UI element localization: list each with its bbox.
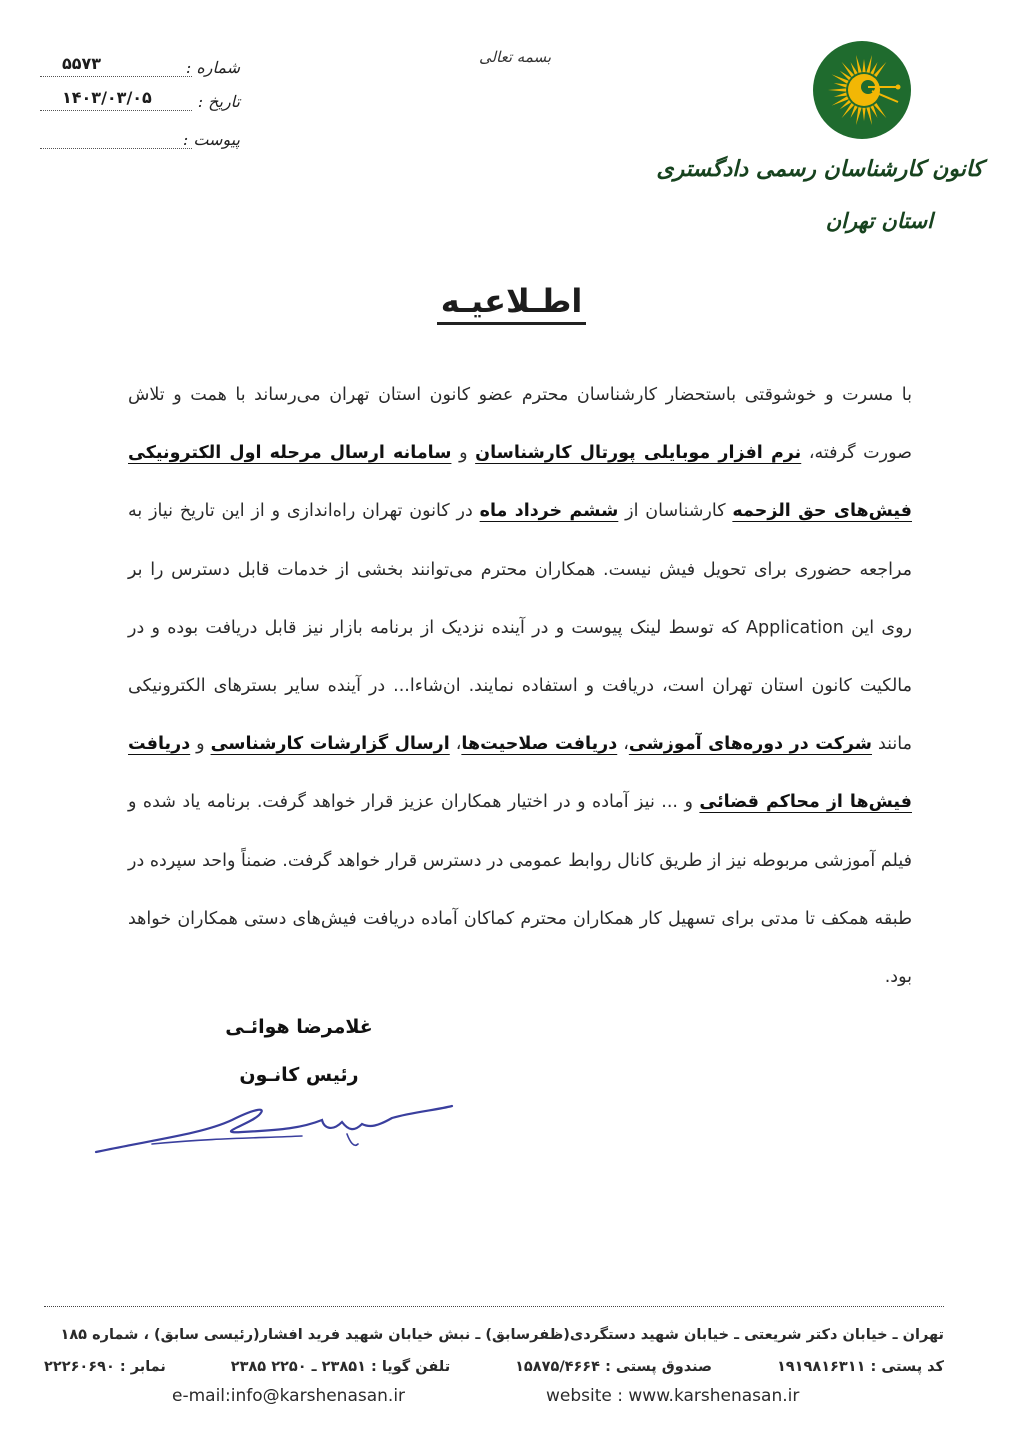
body-highlight-court-receipts: دریافت فیش‌ها از محاکم قضائی — [128, 734, 912, 813]
body-text-segment: با مسرت و خوشوقتی باستحضار کارشناسان محترم عضو کانون استان تهران می‌رساند با همت و تلاش صورت گرفته، — [128, 385, 912, 464]
body-highlight-electronic-receipts: سامانه ارسال مرحله اول الکترونیکی فیش‌های حق الزحمه — [128, 443, 912, 522]
footer-address: تهران ـ خیابان دکتر شریعتی ـ خیابان شهید دستگردی(ظفرسابق) ـ نبش خیابان شهید فرید افشار(رئیسی سابق) ، شماره ۱۸۵ — [60, 1327, 944, 1343]
body-text-segment: کارشناسان از — [618, 501, 733, 522]
footer-postal-code: کد پستی : ۱۹۱۹۸۱۶۳۱۱ — [776, 1359, 944, 1375]
footer-email[interactable]: e-mail:info@karshenasan.ir — [172, 1386, 406, 1406]
organization-province: استان تهران — [825, 208, 933, 233]
body-text-segment: ، — [617, 734, 629, 755]
body-text-segment: در کانون تهران راه‌اندازی و از این تاریخ نیاز به مراجعه حضوری برای تحویل فیش نیست. همکاران محترم می‌توانند بخشی از خدمات قابل دسترس را بر روی این Application که توسط لینک پیوست و در آینده نزدیک از برنامه بازار نیز قابل دریافت بوده و در مالکیت کانون استان تهران است، دریافت و استفاده نمایند. ان‌شاءا... در آینده سایر بسترهای الکترونیکی مانند — [128, 501, 913, 755]
footer-fax: نمابر : ۲۲۲۶۰۶۹۰ — [44, 1359, 166, 1375]
announcement-body — [128, 366, 912, 1006]
letter-attachment-label: پیوست : — [182, 130, 240, 149]
letter-date-row — [40, 88, 240, 122]
body-highlight-start-date: ششم خرداد ماه — [479, 501, 619, 522]
dotted-line — [40, 110, 192, 111]
footer-contact-row — [44, 1359, 944, 1375]
handwritten-signature — [92, 1098, 462, 1158]
letter-date-label: تاریخ : — [197, 92, 240, 111]
body-text-segment: و — [190, 734, 211, 755]
footer-po-box: صندوق پستی : ۱۵۸۷۵/۴۶۶۴ — [515, 1359, 713, 1375]
dotted-line — [40, 76, 192, 77]
letter-number-value: ۵۵۷۳ — [62, 54, 102, 73]
body-text-segment: و — [451, 443, 476, 464]
signer-name: غلامرضا هوائـی — [225, 1016, 373, 1038]
dotted-line — [40, 148, 192, 149]
announcement-title — [0, 282, 1023, 320]
bismillah-heading: بسمه تعالی — [478, 48, 552, 66]
body-highlight-expert-reports: ارسال گزارشات کارشناسی — [210, 734, 450, 755]
announcement-title-text: اطـلاعیـه — [437, 282, 587, 325]
body-highlight-qualifications: دریافت صلاحیت‌ها — [461, 734, 618, 755]
organization-logo — [812, 40, 912, 140]
footer-website[interactable]: website : www.karshenasan.ir — [546, 1386, 800, 1406]
letter-attachment-row — [40, 130, 240, 160]
letter-date-value: ۱۴۰۳/۰۳/۰۵ — [62, 88, 152, 107]
letter-number-label: شماره : — [185, 58, 240, 77]
footer-phone: تلفن گویا : ۲۳۸۵۱ ـ ۲۲۵۰ ۲۳۸۵ — [230, 1359, 451, 1375]
body-highlight-mobile-app: نرم افزار موبایلی پورتال کارشناسان — [475, 443, 802, 464]
letter-number-row — [40, 54, 240, 88]
signer-role: رئیس کانـون — [239, 1064, 359, 1086]
organization-name: کانون کارشناسان رسمی دادگستری — [656, 156, 983, 182]
body-text-segment: ، — [449, 734, 462, 755]
body-text-segment: و ... نیز آماده و در اختیار همکاران عزیز قرار خواهد گرفت. برنامه یاد شده و فیلم آموزشی مربوطه نیز از طریق کانال روابط عمومی در دسترس قرار خواهد گرفت. ضمناً واحد سپرده در طبقه همکف تا مدتی برای تسهیل کار همکاران محترم کماکان آماده دریافت فیش‌های دستی همکاران خواهد بود. — [128, 792, 912, 988]
body-highlight-training-courses: شرکت در دوره‌های آموزشی — [628, 734, 872, 755]
footer-divider — [44, 1306, 944, 1307]
